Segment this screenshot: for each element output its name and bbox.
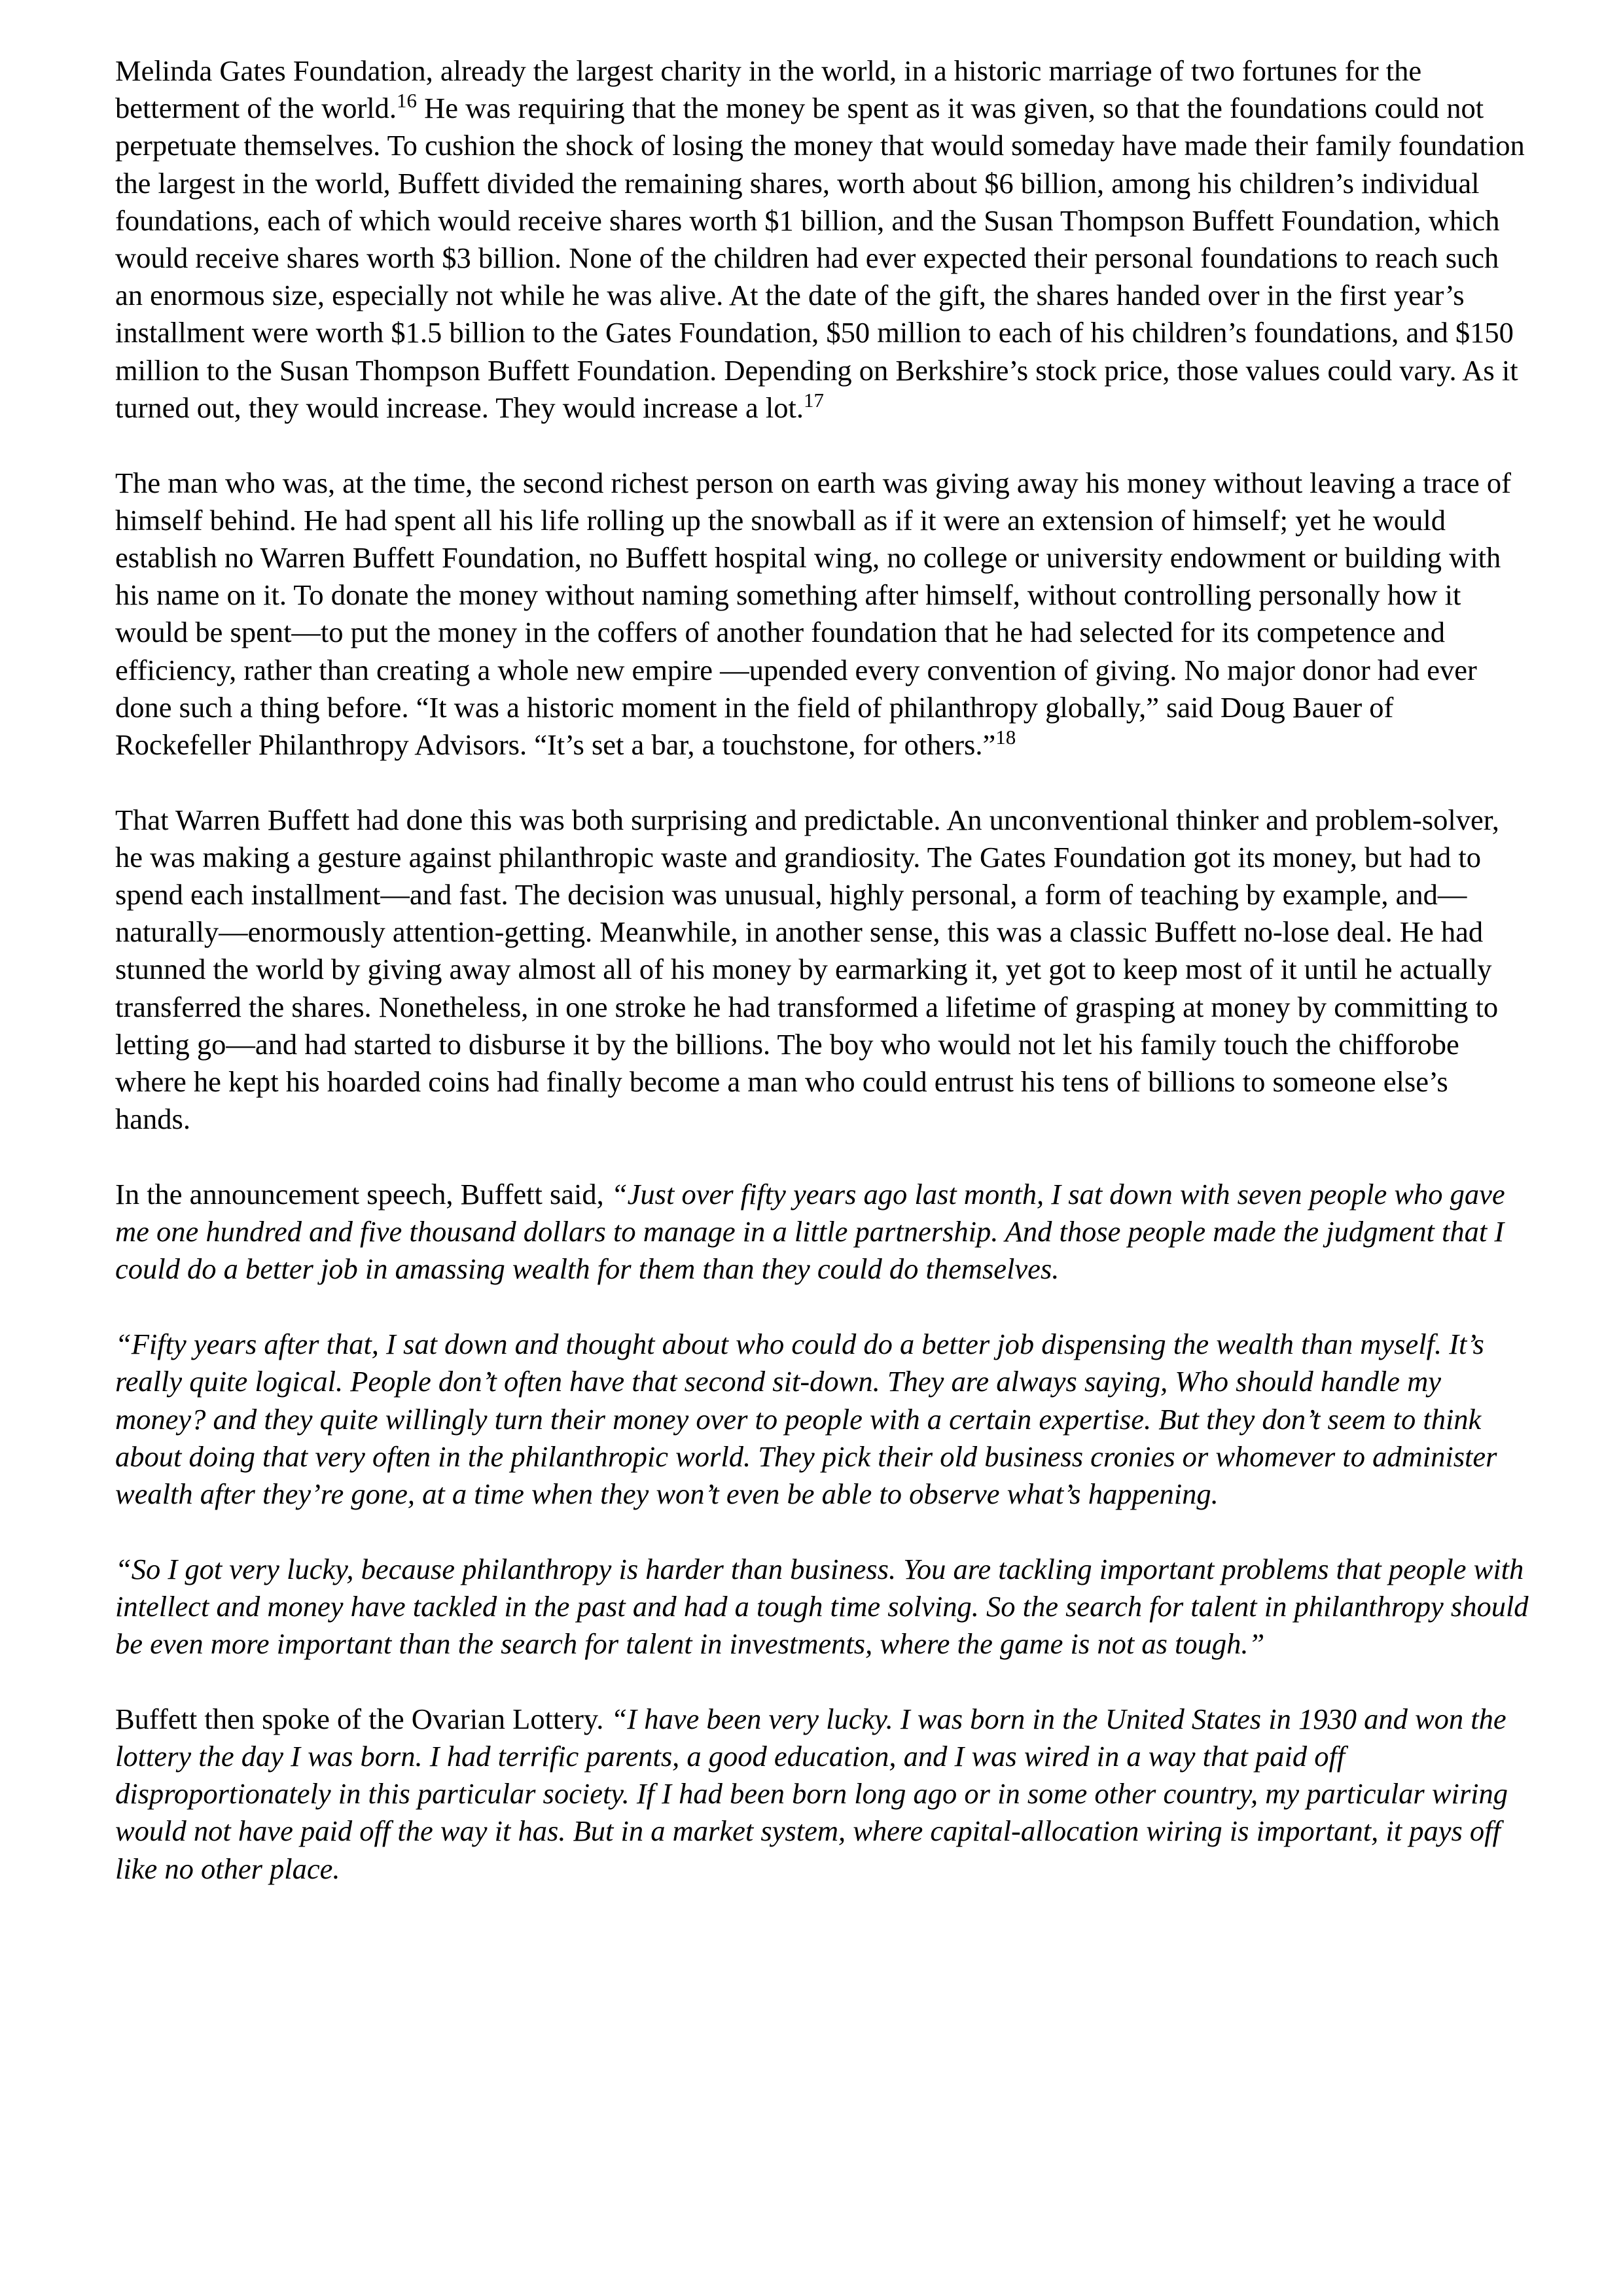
ovarian-lottery-quote: “I have been very lucky. I was born in the United States in 1930 and won the lottery the day I was born. I had terrific parents, a good education, and I was wired in a way that paid off disproportionately in this particular society. If I had been born long ago or in some other country, my particular wiring would not have paid off the way it has. But in a market system, where capital-allocation wiring is important, it pays off like no other place.	[115, 1702, 1508, 1885]
paragraph-1-text-b: He was requiring that the money be spent as it was given, so that the foundations could not perpetuate themselves. To cushion the shock of losing the money that would someday have made their family foundation the largest in the world, Buffett divided the remaining shares, worth about $6 billion, among his children’s individual foundations, each of which would receive shares worth $1 billion, and the Susan Thompson Buffett Foundation, which would receive shares worth $3 billion. None of the children had ever expected their personal foundations to reach such an enormous size, especially not while he was alive. At the date of the gift, the shares handed over in the first year’s installment were worth $1.5 billion to the Gates Foundation, $50 million to each of his children’s foundations, and $150 million to the Susan Thompson Buffett Foundation. Depending on Berkshire’s stock price, those values could vary. As it turned out, they would increase. They would increase a lot.	[115, 92, 1525, 424]
paragraph-1	[115, 52, 1529, 427]
speech-quote-1: “Just over fifty years ago last month, I sat down with seven people who gave me one hundred and five thousand dollars to manage in a little partnership. And those people made the judgment that I could do a better job in amassing wealth for them than they could do themselves.	[115, 1177, 1505, 1286]
speech-quote-2	[115, 1326, 1529, 1513]
paragraph-1-text-a: Melinda Gates Foundation, already the largest charity in the world, in a historic marriage of two fortunes for the betterment of the world.	[115, 54, 1422, 125]
paragraph-4-intro: In the announcement speech, Buffett said,	[115, 1177, 611, 1210]
paragraph-7-intro: Buffett then spoke of the Ovarian Lottery.	[115, 1702, 611, 1735]
paragraph-3	[115, 802, 1529, 1139]
speech-quote-3	[115, 1551, 1529, 1663]
speech-quote-3-text: “So I got very lucky, because philanthropy is harder than business. You are tackling important problems that people with intellect and money have tackled in the past and had a tough time solving. So the search for talent in philanthropy should be even more important than the search for talent in investments, where the game is not as tough.”	[115, 1552, 1529, 1661]
footnote-ref-16: 16	[397, 89, 418, 113]
paragraph-3-text: That Warren Buffett had done this was both surprising and predictable. An unconventional thinker and problem-solver, he was making a gesture against philanthropic waste and grandiosity. The Gates Foundation got its money, but had to spend each installment—and fast. The decision was unusual, highly personal, a form of teaching by example, and—naturally—enormously attention-getting. Meanwhile, in another sense, this was a classic Buffett no-lose deal. He had stunned the world by giving away almost all of his money by earmarking it, yet got to keep most of it until he actually transferred the shares. Nonetheless, in one stroke he had transformed a lifetime of grasping at money by committing to letting go—and had started to disburse it by the billions. The boy who would not let his family touch the chifforobe where he kept his hoarded coins had finally become a man who could entrust his tens of billions to someone else’s hands.	[115, 803, 1499, 1136]
speech-quote-2-text: “Fifty years after that, I sat down and thought about who could do a better job dispensing the wealth than myself. It’s really quite logical. People don’t often have that second sit-down. They are always saying, Who should handle my money? and they quite willingly turn their money over to people with a certain expertise. But they don’t seem to think about doing that very often in the philanthropic world. They pick their old business cronies or whomever to administer wealth after they’re gone, at a time when they won’t even be able to observe what’s happening.	[115, 1328, 1497, 1510]
paragraph-2	[115, 465, 1529, 764]
footnote-ref-18: 18	[995, 725, 1016, 749]
paragraph-4	[115, 1176, 1529, 1288]
footnote-ref-17: 17	[804, 388, 825, 412]
paragraph-2-text: The man who was, at the time, the second richest person on earth was giving away his money without leaving a trace of himself behind. He had spent all his life rolling up the snowball as if it were an extension of himself; yet he would establish no Warren Buffett Foundation, no Buffett hospital wing, no college or university endowment or building with his name on it. To donate the money without naming something after himself, without controlling personally how it would be spent—to put the money in the coffers of another foundation that he had selected for its competence and efficiency, rather than creating a whole new empire —upended every convention of giving. No major donor had ever done such a thing before. “It was a historic moment in the field of philanthropy globally,” said Doug Bauer of Rockefeller Philanthropy Advisors. “It’s set a bar, a touchstone, for others.”	[115, 466, 1511, 761]
paragraph-7	[115, 1701, 1529, 1888]
document-page	[115, 52, 1529, 1925]
